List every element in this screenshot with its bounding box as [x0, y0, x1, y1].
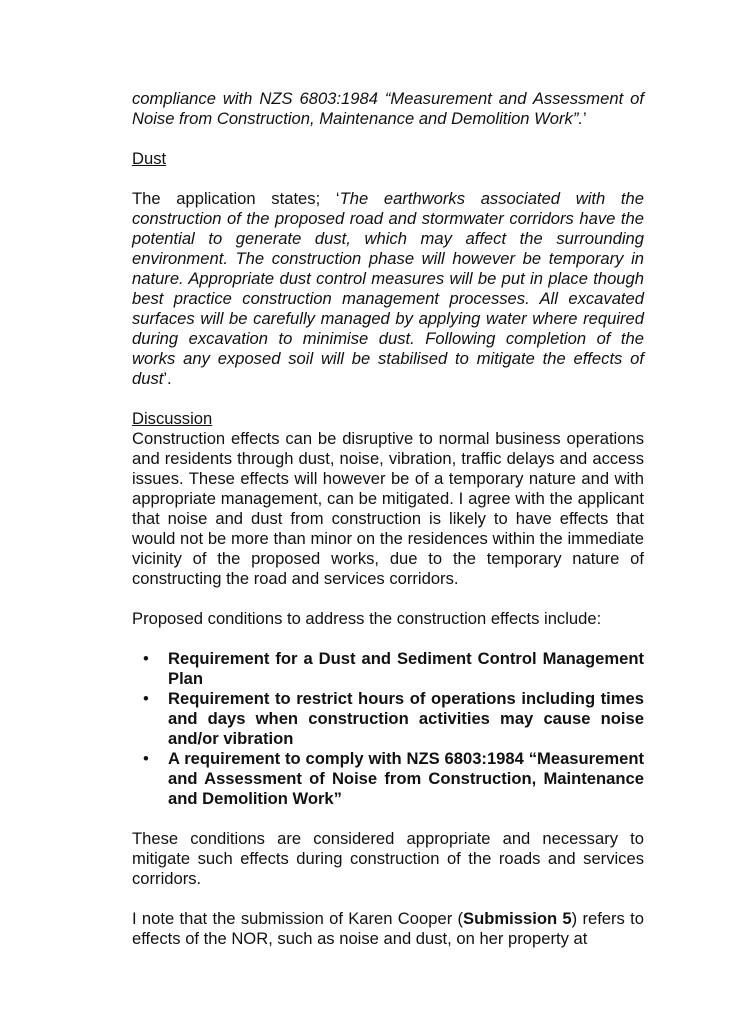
discussion-heading: Discussion: [132, 409, 213, 428]
dust-heading: Dust: [132, 149, 167, 168]
discussion-paragraph: Construction effects can be disruptive to normal business operations and residents through dust, noise, vibration, traffic delays and access issues. These effects will however be of a temporary nature and with appropriate management, can be mitigated. I agree with the applicant that noise and dust from construction is likely to have effects that would not be more than minor on the residences within the immediate vicinity of the proposed works, due to the temporary nature of constructing the road and services corridors.: [132, 429, 644, 588]
list-item: [132, 689, 644, 749]
conditions-intro: Proposed conditions to address the construction effects include:: [132, 609, 602, 628]
intro-paragraph: [132, 89, 644, 129]
submission-reference: Submission 5: [463, 909, 572, 928]
dust-paragraph: [132, 189, 644, 389]
dust-quote: The earthworks associated with the construction of the proposed road and stormwater corridors have the potential to generate dust, which may affect the surrounding environment. The construction phase will however be temporary in nature. Appropriate dust control measures will be put in place though best practice construction management processes. All excavated surfaces will be carefully managed by applying water where required during excavation to minimise dust. Following completion of the works any exposed soil will be stabilised to mitigate the effects of dust: [132, 189, 644, 388]
submission-paragraph: [132, 909, 644, 949]
list-item-text: A requirement to comply with NZS 6803:1984 “Measurement and Assessment of Noise from Construction, Maintenance and Demolition Work”: [168, 749, 644, 808]
list-item-text: Requirement for a Dust and Sediment Control Management Plan: [168, 649, 644, 688]
dust-quote-end: ’.: [163, 369, 172, 388]
bullet-icon: •: [143, 649, 149, 668]
bullet-icon: •: [143, 689, 149, 708]
dust-lead: The application states; ‘: [132, 189, 340, 208]
text-column: [132, 89, 644, 949]
list-item: [132, 649, 644, 689]
intro-quote: compliance with NZS 6803:1984 “Measurement and Assessment of Noise from Construction, Maintenance and Demolition Work”.: [132, 89, 644, 128]
conditions-closing: These conditions are considered appropriate and necessary to mitigate such effects during construction of the roads and services corridors.: [132, 829, 644, 888]
bullet-icon: •: [143, 749, 149, 768]
list-item: [132, 749, 644, 809]
conditions-list: [132, 649, 644, 809]
submission-after: ) refers to effects of the NOR, such as noise and dust, on her property at: [132, 909, 644, 948]
submission-before: I note that the submission of Karen Cooper (: [132, 909, 464, 928]
intro-quote-end: ’: [582, 109, 587, 128]
list-item-text: Requirement to restrict hours of operations including times and days when construction activities may cause noise and/or vibration: [168, 689, 644, 748]
